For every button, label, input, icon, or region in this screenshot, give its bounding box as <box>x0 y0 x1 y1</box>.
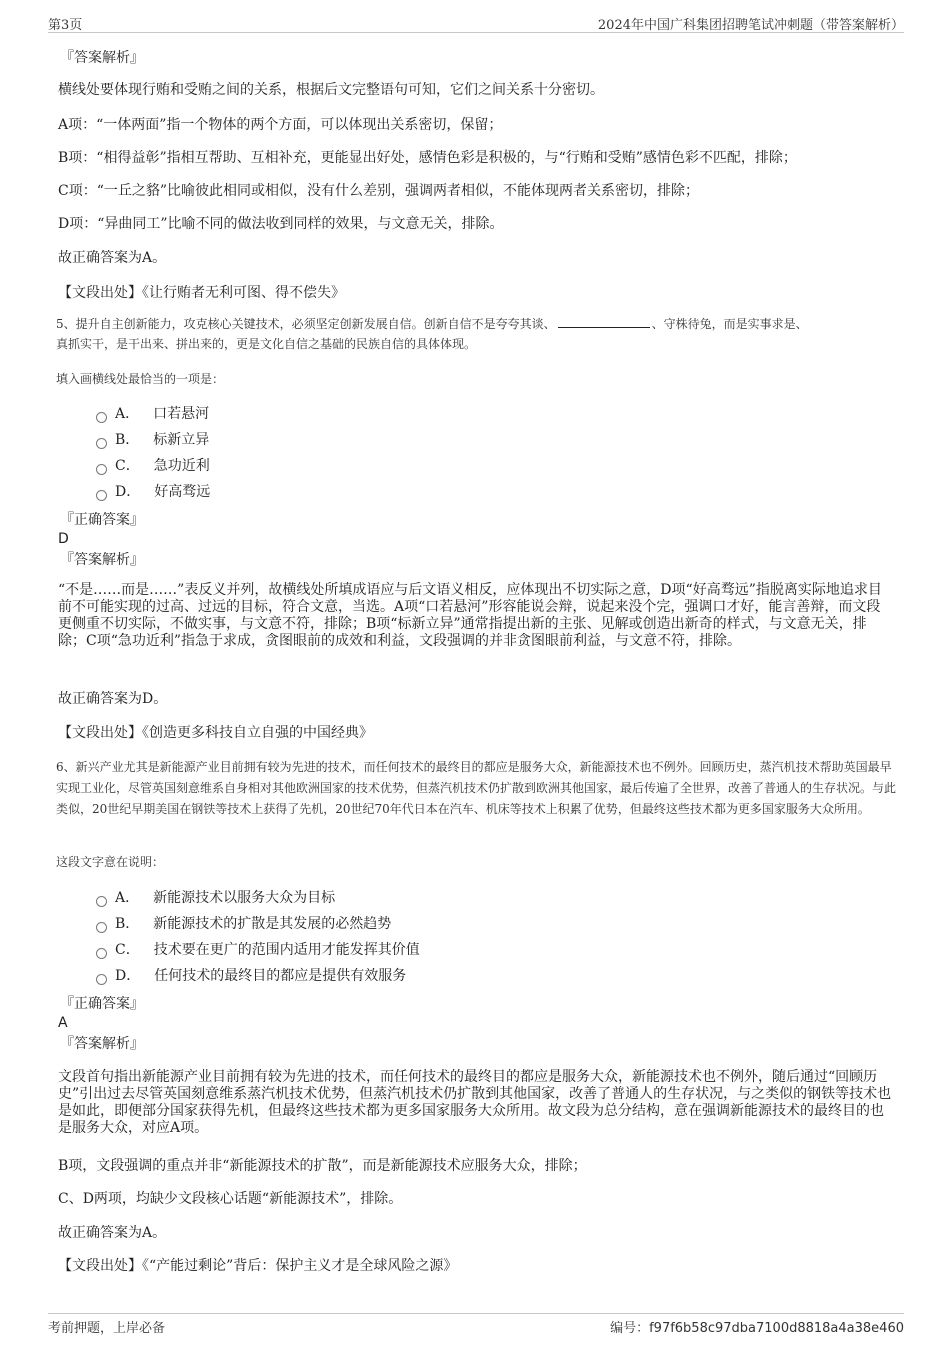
source-citation: 【文段出处】《创造更多科技自立自强的中国经典》 <box>58 725 373 741</box>
analysis-label: 『答案解析』 <box>60 552 144 568</box>
radio-icon[interactable] <box>96 948 107 959</box>
radio-icon[interactable] <box>96 412 107 423</box>
q6-option-b[interactable]: B． 新能源技术的扩散是其发展的必然趋势 <box>96 914 391 934</box>
radio-icon[interactable] <box>96 438 107 449</box>
answer-conclusion: 故正确答案为A。 <box>58 250 167 266</box>
question-5-prompt: 填入画横线处最恰当的一项是： <box>56 372 225 386</box>
page-number: 第3页 <box>48 18 83 33</box>
page-footer <box>48 1313 904 1336</box>
q5-option-c[interactable]: C． 急功近利 <box>96 456 210 476</box>
correct-answer: D <box>58 531 69 547</box>
q5-option-d[interactable]: D． 好高骛远 <box>96 482 210 502</box>
question-6-analysis: 文段首句指出新能源产业目前拥有较为先进的技术，而任何技术的最终目的都应是服务大众，新能源技术也不例外，随后通过“回顾历史”引出过去尽管英国刻意维系蒸汽机技术优势，但蒸汽机技术仍扩散到其他国家，改善了普通人的生存状况，与之类似的钢铁等技术也是如此，即便部分国家获得先机，但最终这些技术都为更多国家服务大众所用。故文段为总分结构，意在强调新能源技术的最终目的也是服务大众，对应A项。 <box>58 1069 892 1136</box>
radio-icon[interactable] <box>96 974 107 985</box>
correct-answer-label: 『正确答案』 <box>60 996 144 1012</box>
analysis-option-c: C项：“一丘之貉”比喻彼此相同或相似，没有什么差别，强调两者相似，不能体现两者关系密切，排除； <box>58 183 700 199</box>
document-title: 2024年中国广科集团招聘笔试冲刺题（带答案解析） <box>597 18 904 33</box>
radio-icon[interactable] <box>96 896 107 907</box>
question-6-prompt: 这段文字意在说明： <box>56 855 165 869</box>
radio-icon[interactable] <box>96 922 107 933</box>
analysis-label: 『答案解析』 <box>60 1036 144 1052</box>
question-5-stem-line2: 真抓实干，是干出来、拼出来的，更是文化自信之基础的民族自信的具体体现。 <box>56 337 477 351</box>
analysis-option-b: B项，文段强调的重点并非“新能源技术的扩散”，而是新能源技术应服务大众，排除； <box>58 1158 587 1174</box>
radio-icon[interactable] <box>96 490 107 501</box>
footer-slogan: 考前押题，上岸必备 <box>48 1321 166 1336</box>
q6-option-d[interactable]: D． 任何技术的最终目的都应是提供有效服务 <box>96 966 406 986</box>
analysis-option-a: A项：“一体两面”指一个物体的两个方面，可以体现出关系密切，保留； <box>58 117 503 133</box>
analysis-option-b: B项：“相得益彰”指相互帮助、互相补充，更能显出好处，感情色彩是积极的，与“行贿和受贿”感情色彩不匹配，排除； <box>58 150 797 166</box>
answer-conclusion: 故正确答案为A。 <box>58 1225 167 1241</box>
question-6-stem: 6、新兴产业尤其是新能源产业目前拥有较为先进的技术，而任何技术的最终目的都应是服务大众，新能源技术也不例外。回顾历史，蒸汽机技术帮助英国最早实现工业化，尽管英国刻意维系自身相对其他欧洲国家的技术优势，但蒸汽机技术仍扩散到欧洲其他国家，最后传遍了全世界，改善了普通人的生存状况。与此类似，20世纪早期美国在钢铁等技术上获得了先机，20世纪70年代日本在汽车、机床等技术上积累了优势，但最终这些技术都为更多国家服务大众所用。 <box>56 760 897 816</box>
analysis-option-cd: C、D两项，均缺少文段核心话题“新能源技术”，排除。 <box>58 1191 403 1207</box>
correct-answer: A <box>58 1015 68 1031</box>
analysis-intro: 横线处要体现行贿和受贿之间的关系，根据后文完整语句可知，它们之间关系十分密切。 <box>58 82 604 98</box>
q6-option-a[interactable]: A． 新能源技术以服务大众为目标 <box>96 888 335 908</box>
q5-option-b[interactable]: B． 标新立异 <box>96 430 209 450</box>
correct-answer-label: 『正确答案』 <box>60 512 144 528</box>
q6-option-c[interactable]: C． 技术要在更广的范围内适用才能发挥其价值 <box>96 940 420 960</box>
source-citation: 【文段出处】《让行贿者无利可图、得不偿失》 <box>58 285 345 301</box>
radio-icon[interactable] <box>96 464 107 475</box>
q5-option-a[interactable]: A． 口若悬河 <box>96 404 209 424</box>
analysis-option-d: D项：“异曲同工”比喻不同的做法收到同样的效果，与文意无关，排除。 <box>58 216 504 232</box>
analysis-label: 『答案解析』 <box>60 50 144 66</box>
question-5-stem: 5、提升自主创新能力，攻克核心关键技术，必须坚定创新发展自信。创新自信不是夸夸其谈、 、守株待兔，而是实事求是、 <box>56 317 808 331</box>
page-header <box>48 12 904 33</box>
answer-conclusion: 故正确答案为D。 <box>58 691 168 707</box>
document-code: 编号：f97f6b58c97dba7100d8818a4a38e460 <box>610 1321 904 1336</box>
question-5-analysis: “不是……而是……”表反义并列，故横线处所填成语应与后文语义相反，应体现出不切实际之意，D项“好高骛远”指脱离实际地追求目前不可能实现的过高、过远的目标，符合文意，当选。A项“口若悬河”形容能说会辩，说起来没个完，强调口才好，能言善辩，而文段更侧重不切实际，不做实事，与文意不符，排除；B项“标新立异”通常指提出新的主张、见解或创造出新奇的样式，与文意无关，排除；C项“急功近利”指急于求成，贪图眼前的成效和利益，文段强调的并非贪图眼前利益，与文意不符，排除。 <box>58 582 882 649</box>
source-citation: 【文段出处】《“产能过剩论”背后：保护主义才是全球风险之源》 <box>58 1258 458 1274</box>
fill-blank <box>558 315 650 328</box>
